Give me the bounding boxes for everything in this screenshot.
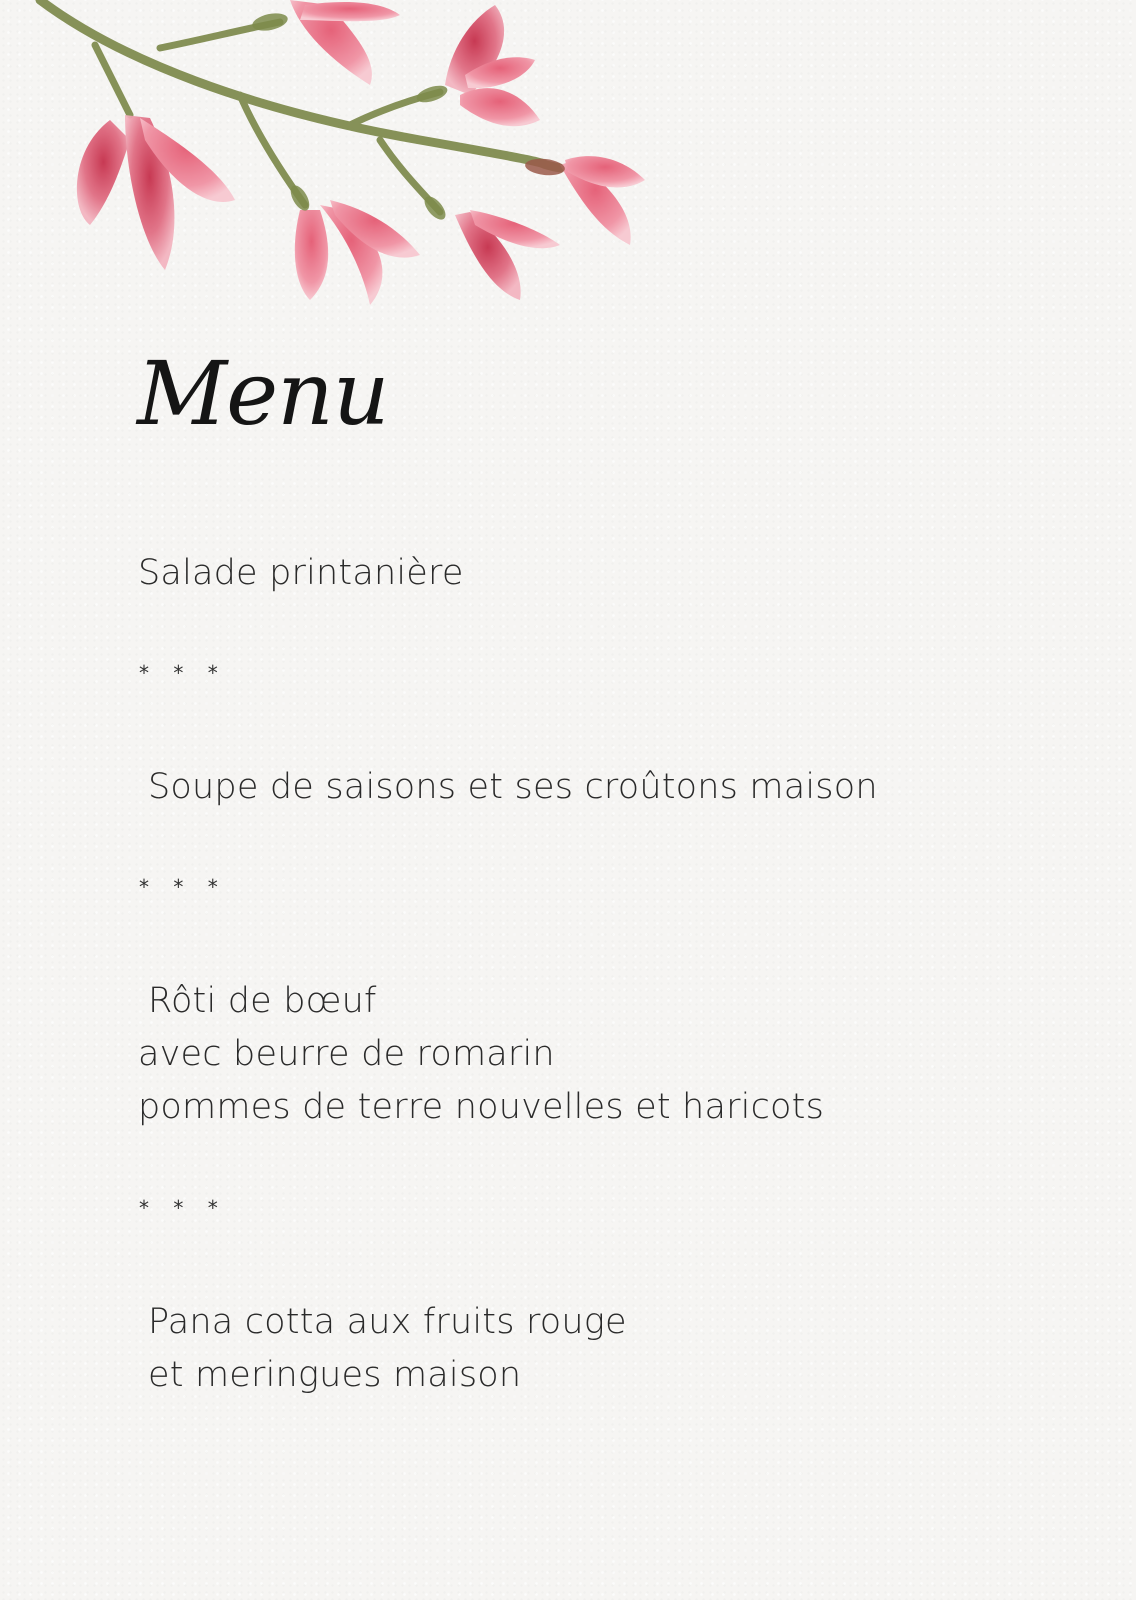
separator-3: * * * <box>139 1196 227 1220</box>
course-4-line-1: Pana cotta aux fruits rouge <box>148 1302 627 1342</box>
menu-title: Menu <box>137 342 389 445</box>
course-3-line-1: Rôti de bœuf <box>148 981 377 1021</box>
course-4-line-2: et meringues maison <box>148 1355 522 1395</box>
course-3-line-2: avec beurre de romarin <box>138 1034 555 1074</box>
floral-branch-illustration <box>0 0 660 320</box>
separator-2: * * * <box>139 875 227 899</box>
course-3-line-3: pommes de terre nouvelles et haricots <box>138 1087 825 1127</box>
course-1-line-1: Salade printanière <box>138 553 464 593</box>
course-2-line-1: Soupe de saisons et ses croûtons maison <box>148 767 878 807</box>
separator-1: * * * <box>139 661 227 685</box>
